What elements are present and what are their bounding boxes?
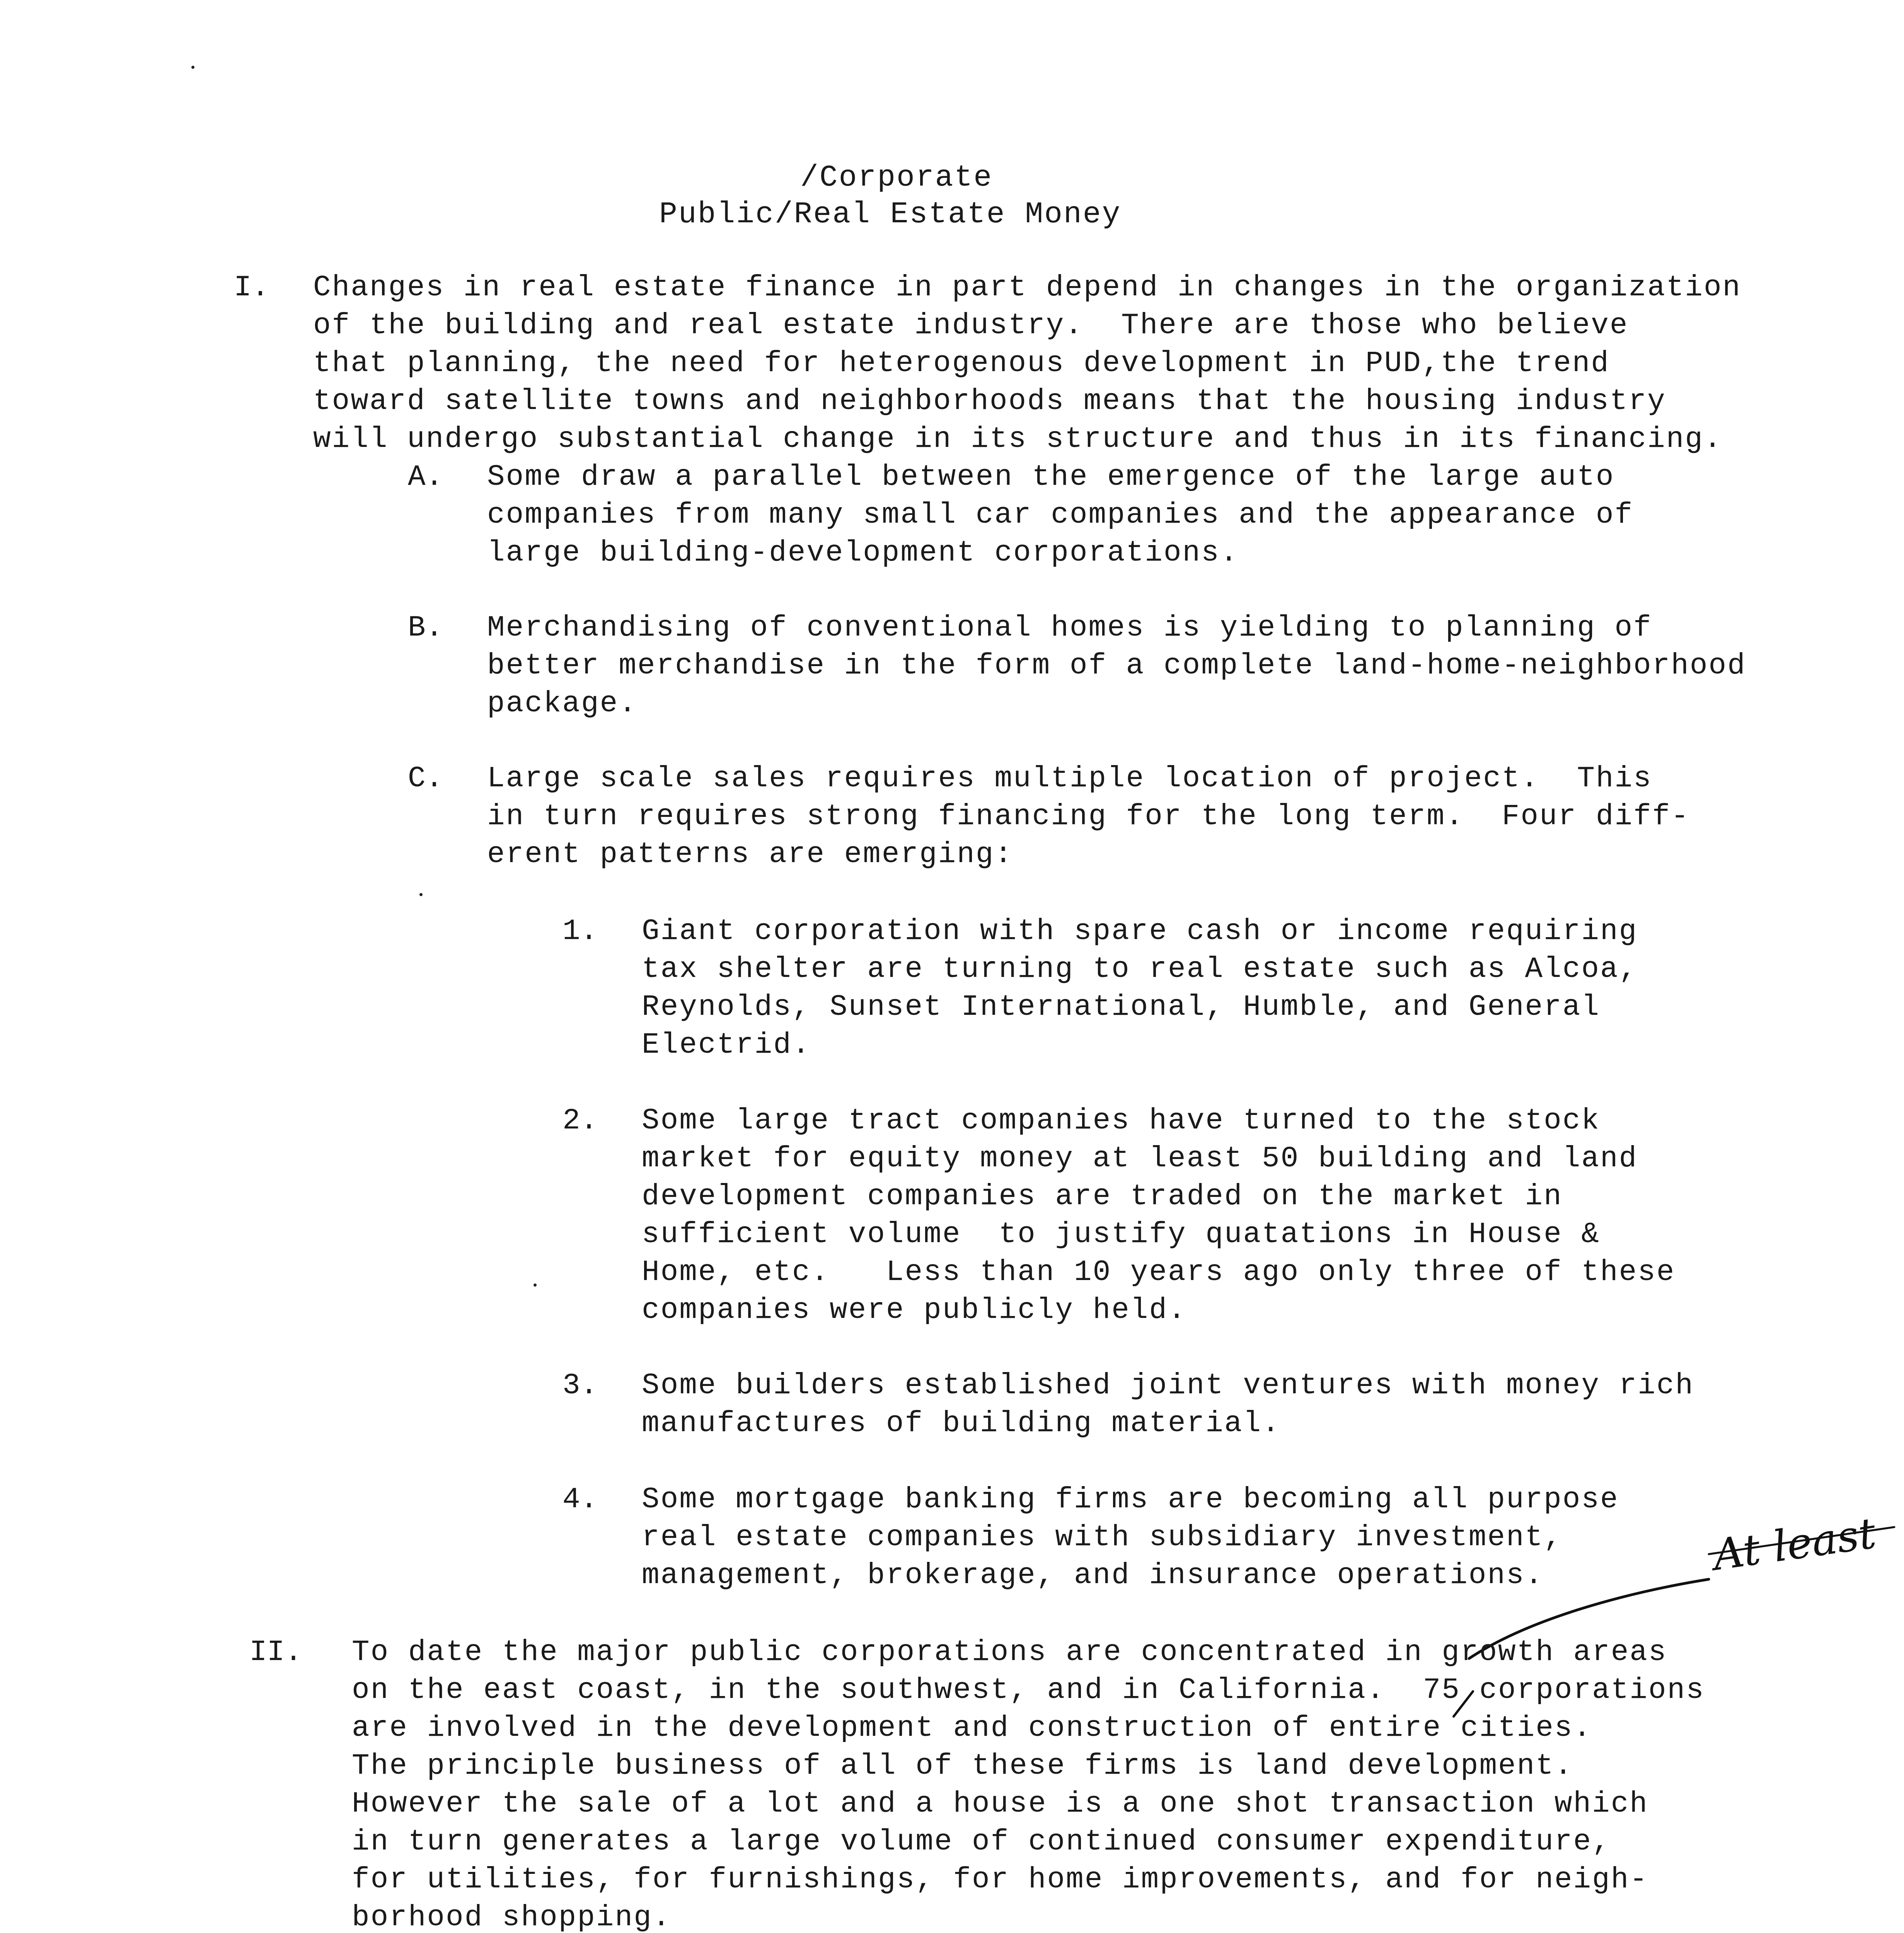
section-2-line: However the sale of a lot and a house is a one shot transaction which	[352, 1787, 1648, 1820]
section-2-line: on the east coast, in the southwest, and in California. 75 corporations	[352, 1674, 1705, 1707]
list-item-2-line: Home, etc. Less than 10 years ago only three of these	[642, 1256, 1676, 1289]
list-item-3-line: Some builders established joint ventures with money rich	[642, 1369, 1694, 1402]
section-2-line: The principle business of all of these firms is land development.	[352, 1749, 1573, 1783]
list-item-1-line: Reynolds, Sunset International, Humble, and General	[642, 990, 1600, 1024]
section-1-line: toward satellite towns and neighborhoods means that the housing industry	[313, 385, 1666, 418]
handwritten-annotation: At least	[1710, 1508, 1879, 1580]
list-item-1-marker: 1.	[563, 915, 598, 948]
section-2-line: borhood shopping.	[352, 1901, 672, 1933]
list-item-2-line: development companies are traded on the market in	[642, 1180, 1563, 1213]
section-2-line: To date the major public corporations are concentrated in growth areas	[352, 1636, 1667, 1669]
subsection-c-line: erent patterns are emerging:	[487, 838, 1014, 871]
doc-title-line2: Public/Real Estate Money	[659, 198, 1122, 232]
section-2-line: for utilities, for furnishings, for home improvements, and for neigh-	[352, 1863, 1648, 1896]
section-1-line: will undergo substantial change in its structure and thus in its financing.	[313, 423, 1723, 456]
section-1-marker: I.	[234, 271, 269, 304]
list-item-1-line: Electrid.	[642, 1028, 811, 1062]
doc-title-line1: /Corporate	[800, 161, 993, 195]
subsection-c-line: Large scale sales requires multiple location of project. This	[487, 762, 1652, 795]
subsection-b-line: Merchandising of conventional homes is yielding to planning of	[487, 611, 1652, 644]
section-2-marker: II.	[249, 1636, 302, 1669]
list-item-2-marker: 2.	[563, 1104, 598, 1137]
list-item-1-line: tax shelter are turning to real estate such as Alcoa,	[642, 953, 1638, 986]
subsection-c-line: in turn requires strong financing for the long term. Four diff-	[487, 800, 1690, 833]
list-item-1-line: Giant corporation with spare cash or income requiring	[642, 915, 1638, 948]
list-item-2-line: Some large tract companies have turned to the stock	[642, 1104, 1600, 1137]
subsection-c-marker: C.	[408, 762, 443, 795]
subsection-a-line: companies from many small car companies and the appearance of	[487, 498, 1634, 532]
subsection-b-marker: B.	[408, 611, 443, 644]
list-item-2-line: companies were publicly held.	[642, 1294, 1187, 1327]
list-item-4-line: Some mortgage banking firms are becoming all purpose	[642, 1483, 1619, 1516]
subsection-a-line: large building-development corporations.	[487, 536, 1239, 569]
section-1-line: Changes in real estate finance in part depend in changes in the organization	[313, 271, 1742, 304]
section-2-line: in turn generates a large volume of continued consumer expenditure,	[352, 1825, 1611, 1858]
subsection-a-line: Some draw a parallel between the emergence of the large auto	[487, 460, 1615, 494]
list-item-2-line: market for equity money at least 50 building and land	[642, 1142, 1638, 1175]
section-1-line: that planning, the need for heterogenous development in PUD,the trend	[313, 347, 1610, 380]
subsection-b-line: better merchandise in the form of a complete land-home-neighborhood	[487, 649, 1746, 682]
list-item-4-line: management, brokerage, and insurance operations.	[642, 1559, 1544, 1592]
list-item-2-line: sufficient volume to justify quatations in House &	[642, 1218, 1600, 1251]
section-2-line: are involved in the development and construction of entire cities.	[352, 1711, 1592, 1745]
list-item-3-marker: 3.	[563, 1369, 598, 1402]
list-item-4-marker: 4.	[563, 1483, 598, 1516]
section-1-line: of the building and real estate industry. There are those who believe	[313, 309, 1629, 342]
subsection-b-line: package.	[487, 687, 638, 720]
list-item-4-line: real estate companies with subsidiary investment,	[642, 1521, 1563, 1554]
subsection-a-marker: A.	[408, 460, 443, 494]
list-item-3-line: manufactures of building material.	[642, 1407, 1281, 1440]
